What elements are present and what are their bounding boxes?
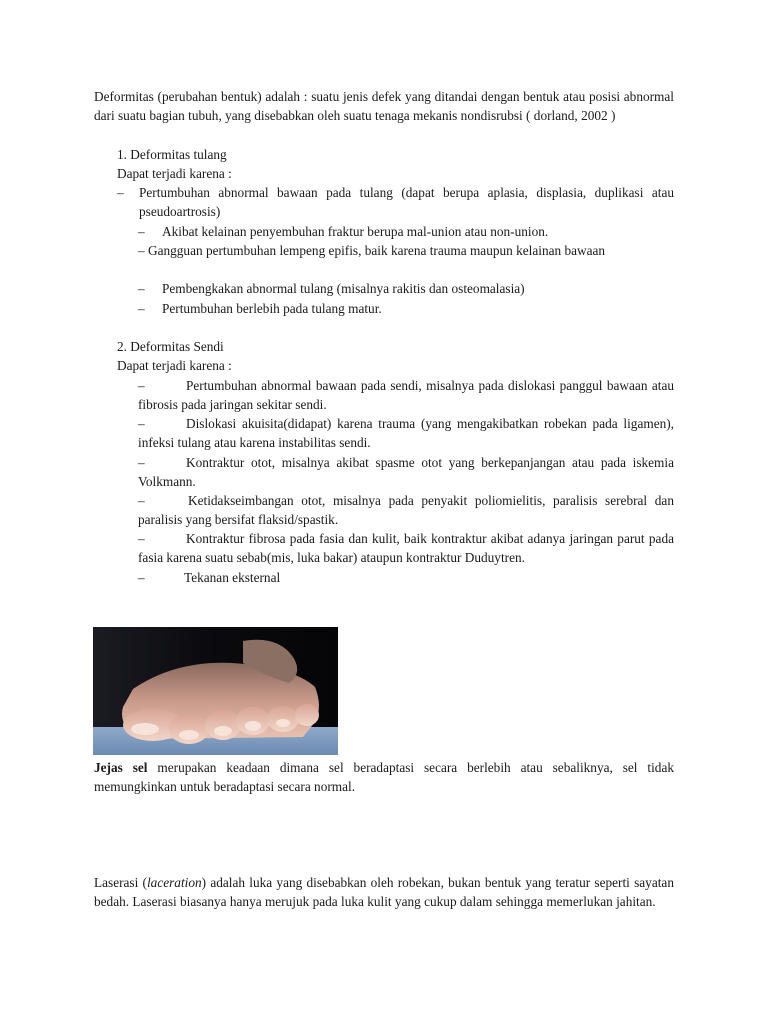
- section2-item-text: Dislokasi akuisita(didapat) karena trauma (yang mengakibatkan robekan pada ligamen), infeksi tulang atau karena instabilitas sendi.: [138, 416, 674, 451]
- jejas-term: Jejas sel: [94, 760, 148, 775]
- section1-heading: 1. Deformitas tulang: [117, 147, 227, 162]
- section1-item-3: [138, 241, 674, 260]
- section2-heading: 2. Deformitas Sendi: [117, 339, 224, 354]
- dash-marker: –: [138, 455, 145, 470]
- section1-item-1: [117, 183, 674, 221]
- section2-item-2: [138, 414, 674, 452]
- section2-item-text: Pertumbuhan abnormal bawaan pada sendi, misalnya pada dislokasi panggul bawaan atau fibrosis pada jaringan sekitar sendi.: [138, 378, 674, 413]
- section2-item-5: [138, 529, 674, 567]
- dash-marker: –: [138, 416, 145, 431]
- section2-item-6: [138, 568, 674, 587]
- dash-marker: –: [138, 531, 145, 546]
- section1-item-2: [138, 222, 674, 241]
- section2-item-1: [138, 376, 674, 414]
- jejas-text: merupakan keadaan dimana sel beradaptasi secara berlebih atau sebaliknya, sel tidak memungkinkan untuk beradaptasi secara normal.: [94, 760, 674, 795]
- section1-item-4: [138, 279, 674, 298]
- laserasi-term-italic: laceration: [146, 875, 202, 890]
- section2-item-text: Kontraktur otot, misalnya akibat spasme otot yang berkepanjangan atau pada iskemia Volkmann.: [138, 455, 674, 490]
- laserasi-paragraph: [94, 873, 674, 911]
- section1-item-text: Pertumbuhan berlebih pada tulang matur.: [162, 301, 382, 316]
- section1-item-text: Pertumbuhan abnormal bawaan pada tulang (dapat berupa aplasia, displasia, duplikasi atau pseudoartrosis): [139, 185, 674, 220]
- dash-marker: –: [138, 570, 145, 585]
- dash-marker: –: [117, 185, 124, 200]
- dash-marker: –: [138, 378, 145, 393]
- intro-paragraph: Deformitas (perubahan bentuk) adalah : suatu jenis defek yang ditandai dengan bentuk atau posisi abnormal dari suatu bagian tubuh, yang disebabkan oleh suatu tenaga mekanis nondisrubsi ( dorland, 2002 ): [94, 89, 674, 124]
- section2-item-text: Tekanan eksternal: [184, 570, 281, 585]
- jejas-paragraph: [94, 758, 674, 796]
- dash-marker: –: [138, 243, 145, 258]
- laserasi-term: Laserasi (: [94, 875, 147, 890]
- dash-marker: –: [138, 224, 145, 239]
- section1-cause-label: Dapat terjadi karena :: [117, 166, 232, 181]
- dash-marker: –: [138, 281, 145, 296]
- section1-item-text: Akibat kelainan penyembuhan fraktur berupa mal-union atau non-union.: [162, 224, 549, 239]
- section2-item-text: Kontraktur fibrosa pada fasia dan kulit, baik kontraktur akibat adanya jaringan parut pada fasia karena suatu sebab(mis, luka bakar) ataupun kontraktur Duduytren.: [138, 531, 674, 566]
- section2-cause-label: Dapat terjadi karena :: [117, 358, 232, 373]
- section1-item-text: Pembengkakan abnormal tulang (misalnya rakitis dan osteomalasia): [162, 281, 525, 296]
- dash-marker: –: [138, 301, 145, 316]
- foot-photo: [93, 627, 338, 755]
- dash-marker: –: [138, 493, 145, 508]
- section1-item-5: [138, 299, 674, 318]
- section2-item-4: [138, 491, 674, 529]
- laserasi-text: ) adalah luka yang disebabkan oleh robekan, bukan bentuk yang teratur seperti sayatan bedah. Laserasi biasanya hanya merujuk pada luka kulit yang cukup dalam sehingga memerlukan jahitan.: [94, 875, 674, 910]
- section2-item-3: [138, 453, 674, 491]
- section1-item-text: Gangguan pertumbuhan lempeng epifis, baik karena trauma maupun kelainan bawaan: [147, 243, 606, 258]
- section2-item-text: Ketidakseimbangan otot, misalnya pada penyakit poliomielitis, paralisis serebral dan paralisis yang bersifat flaksid/spastik.: [138, 493, 674, 528]
